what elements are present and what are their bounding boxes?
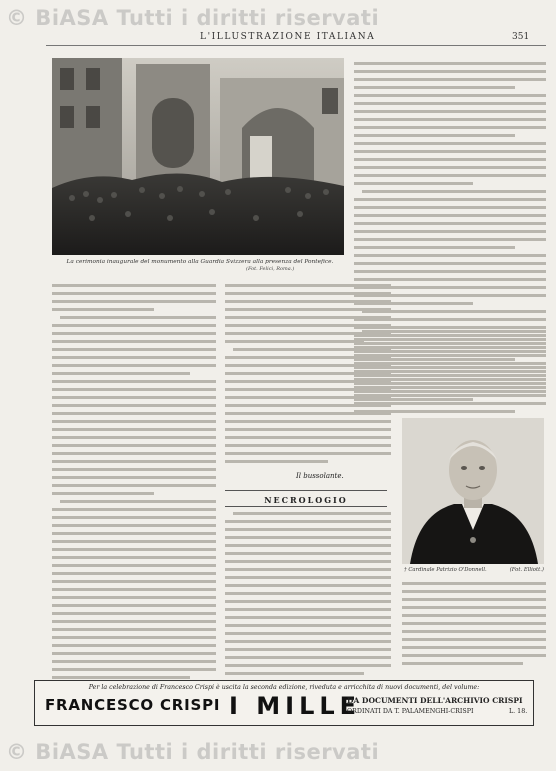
text-column-middle-necrology — [225, 512, 391, 680]
text-column-left — [52, 284, 216, 684]
text-column-right-bottom — [402, 582, 546, 670]
necrology-heading: NECROLOGIO — [264, 495, 348, 505]
ceremony-photo-image — [52, 58, 344, 255]
portrait-caption-row — [404, 567, 544, 573]
watermark-top: © BiASA Tutti i diritti riservati — [6, 6, 380, 30]
ad-subtitle: DA DOCUMENTI DELL'ARCHIVIO CRISPI — [347, 696, 523, 705]
photo-caption: La cerimonia inaugurale del monumento alla Guardia Svizzera alla presenza del Pontefice. — [66, 259, 334, 265]
portrait-caption: † Cardinale Patrizio O'Donnell. — [404, 567, 487, 573]
ceremony-photo — [52, 58, 344, 255]
cardinal-portrait-image — [402, 418, 544, 564]
book-advertisement — [34, 680, 534, 726]
header-rule — [46, 45, 546, 46]
watermark-bottom: © BiASA Tutti i diritti riservati — [6, 740, 380, 764]
necrology-rule-bottom — [225, 506, 387, 507]
ad-price: L. 18. — [509, 708, 528, 715]
ad-editor: ORDINATI DA T. PALAMENGHI-CRISPI — [347, 708, 474, 715]
photo-credit: (Fot. Felici, Roma.) — [246, 266, 295, 272]
portrait-credit: (Fot. Elliott.) — [509, 567, 544, 573]
ad-book-title: I MILLE — [229, 692, 362, 720]
ad-author: FRANCESCO CRISPI — [45, 696, 221, 714]
cardinal-portrait — [402, 418, 544, 564]
article-signature: Il bussolante. — [296, 472, 344, 480]
ad-intro-line: Per la celebrazione di Francesco Crispi è uscita la seconda edizione, riveduta e arricchita di nuovi documenti, del volume: — [88, 684, 480, 691]
page-number: 351 — [512, 32, 530, 42]
necrology-rule-top — [225, 490, 387, 491]
text-column-right-middle — [354, 330, 546, 418]
masthead: L'ILLUSTRAZIONE ITALIANA — [200, 32, 376, 42]
